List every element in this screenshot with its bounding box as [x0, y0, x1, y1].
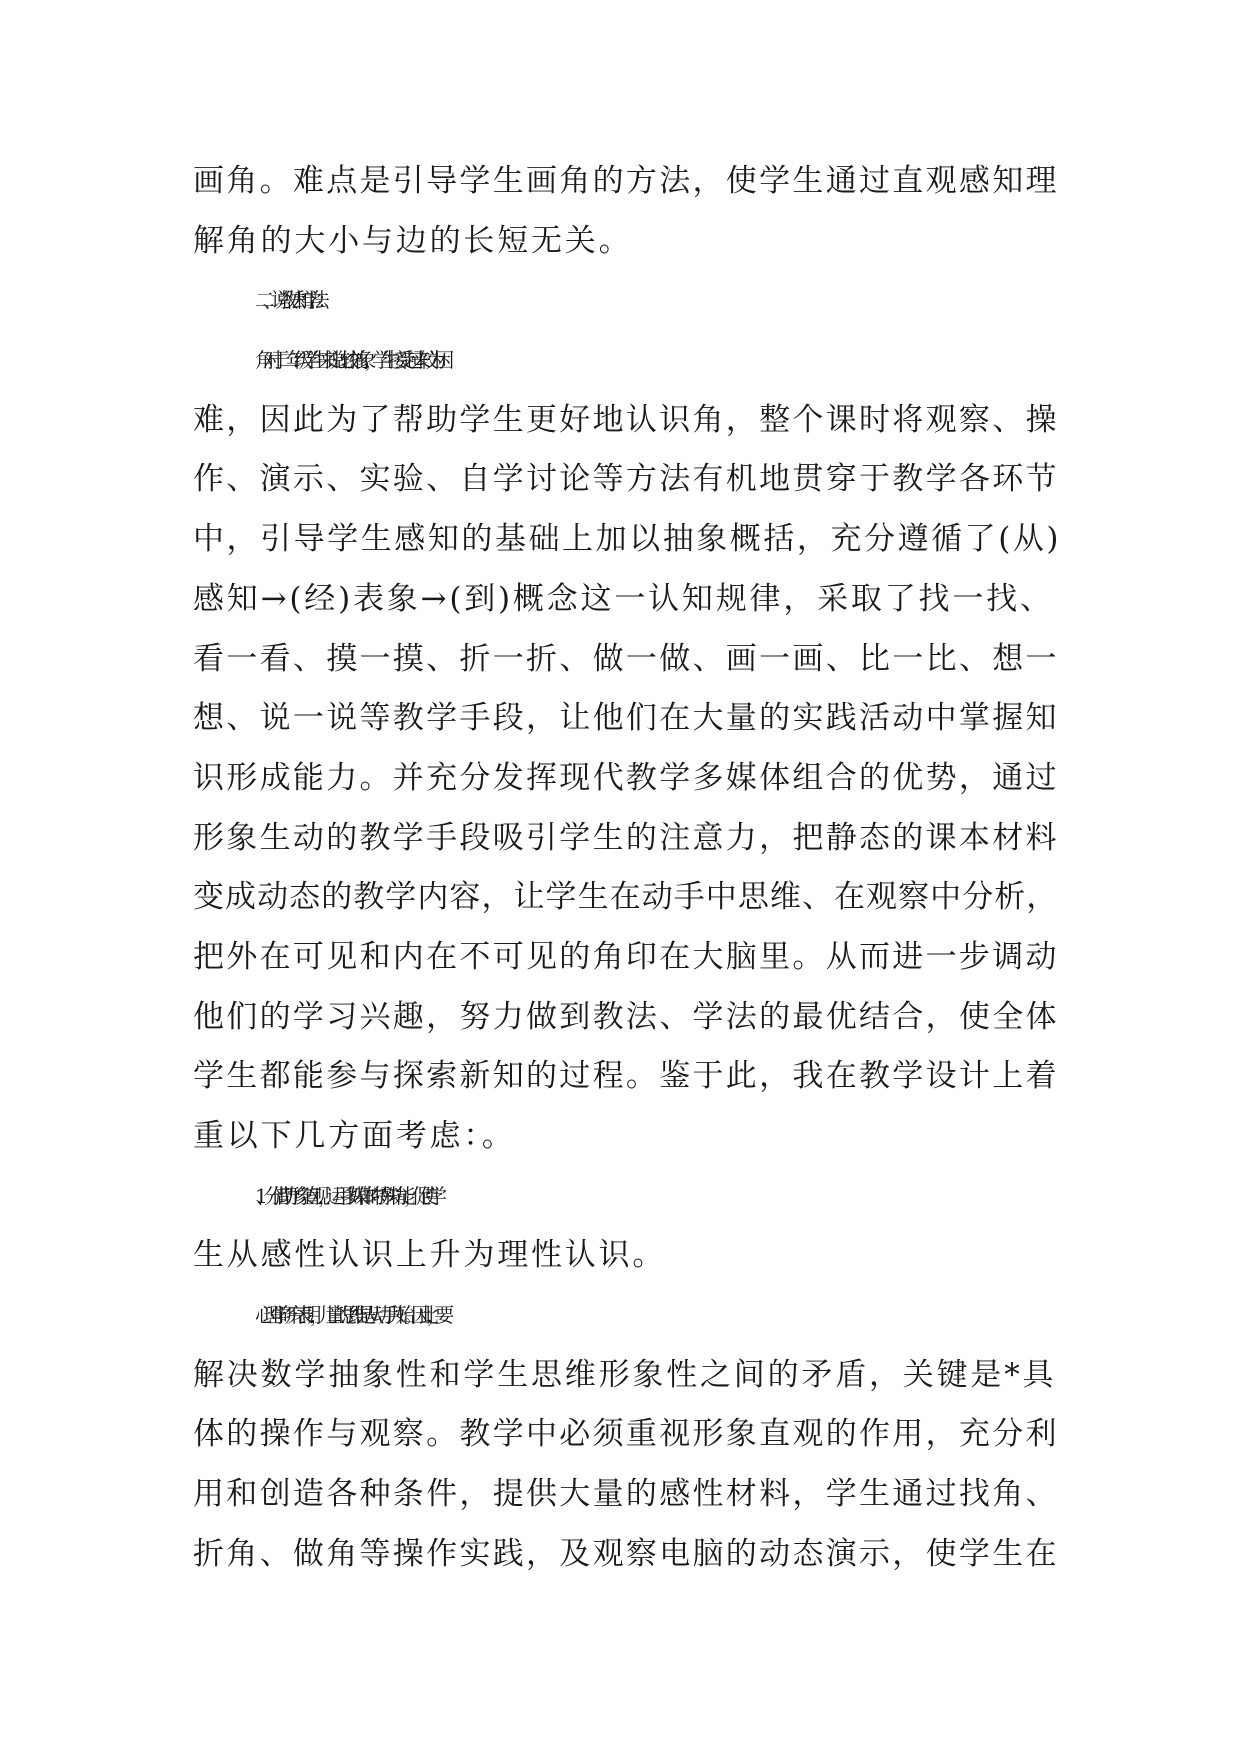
text-line: 生从感性认识上升为理性认识。 — [193, 1237, 667, 1274]
text-line: 把外在可见和内在不可见的角印在大脑里。从而进一步调动 — [193, 938, 1059, 975]
text-line: 形象生动的教学手段吸引学生的注意力，把静态的课本材料 — [193, 819, 1059, 856]
text-line: 解决数学抽象性和学生思维形象性之间的矛盾，关键是*具 — [193, 1356, 1057, 1393]
text-line: 中，引导学生感知的基础上加以抽象概括，充分遵循了(从) — [193, 521, 1062, 558]
text-line: 心理学研究表明，儿童的思维是从动手开始。因此，要 — [255, 1303, 443, 1328]
text-line: 他们的学习兴趣，努力做到教法、学法的最优结合，使全体 — [193, 998, 1059, 1035]
text-line: 重以下几方面考虑：。 — [193, 1118, 516, 1154]
text-line: 解角的大小与边的长短无关。 — [193, 222, 633, 259]
text-line: 用和创造各种条件，提供大量的感性材料，学生通过找角、 — [193, 1476, 1059, 1513]
text-line: 折角、做角等操作实践，及观察电脑的动态演示，使学生在 — [193, 1535, 1059, 1572]
text-line: 画角。难点是引导学生画角的方法，使学生通过直观感知理 — [193, 163, 1059, 199]
text-line: 难，因此为了帮助学生更好地认识角，整个课时将观察、操 — [193, 401, 1059, 438]
text-line: 角对于二年级学生来说比较抽象，学生接受起来较为困 — [255, 348, 443, 373]
text-line: 学生都能参与探索新知的过程。鉴于此，我在教学设计上着 — [193, 1058, 1059, 1095]
text-line: 1、分借助形象直观，运用多媒体的特殊功能，促使学 — [255, 1183, 435, 1208]
document-body — [193, 152, 1063, 1585]
text-line: 变成动态的教学内容，让学生在动手中思维、在观察中分析， — [193, 879, 1059, 916]
text-line: 二、说教法和学法： — [255, 288, 326, 313]
text-line: 感知→(经)表象→(到)概念这一认知规律，采取了找一找、 — [193, 580, 1054, 617]
text-line: 体的操作与观察。教学中必须重视形象直观的作用，充分利 — [193, 1416, 1059, 1453]
text-line: 识形成能力。并充分发挥现代教学多媒体组合的优势，通过 — [193, 759, 1059, 796]
text-line: 作、演示、实验、自学讨论等方法有机地贯穿于教学各环节 — [193, 461, 1059, 498]
text-line: 想、说一说等教学手段，让他们在大量的实践活动中掌握知 — [193, 700, 1059, 737]
text-line: 看一看、摸一摸、折一折、做一做、画一画、比一比、想一 — [193, 640, 1059, 677]
